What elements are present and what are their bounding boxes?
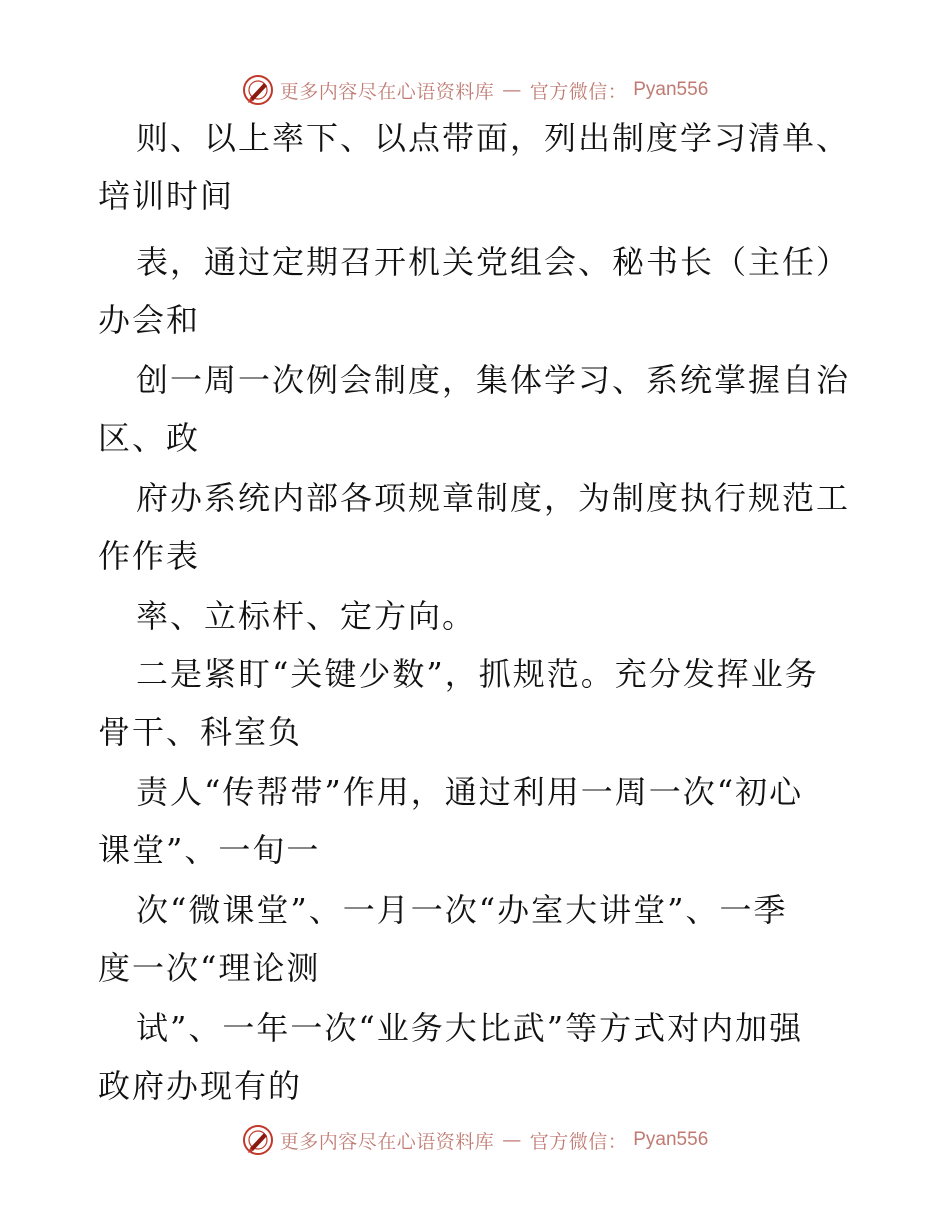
watermark-separator: —: [502, 1129, 522, 1151]
text-line: 率、立标杆、定方向。: [136, 597, 477, 635]
text-line: 区、政: [98, 419, 201, 457]
watermark-account: Pyan556: [633, 1129, 709, 1150]
watermark-account: Pyan556: [633, 79, 709, 100]
text-line: 次“微课堂”、一月一次“办室大讲堂”、一季: [136, 891, 788, 929]
text-line: 办会和: [98, 301, 201, 339]
watermark-text: 更多内容尽在心语资料库: [279, 1130, 495, 1153]
text-line: 府办系统内部各项规章制度，为制度执行规范工: [136, 479, 851, 517]
text-line: 试”、一年一次“业务大比武”等方式对内加强: [136, 1009, 804, 1047]
watermark-account-label: 官方微信：: [529, 80, 628, 103]
text-line: 表，通过定期召开机关党组会、秘书长（主任）: [136, 243, 851, 281]
text-line: 政府办现有的: [98, 1067, 303, 1105]
header-watermark: [0, 70, 950, 110]
text-line: 骨干、科室负: [98, 713, 303, 751]
text-line: 度一次“理论测: [98, 949, 321, 987]
pen-logo-icon: [242, 74, 274, 106]
watermark-text: 更多内容尽在心语资料库: [279, 80, 495, 103]
pen-logo-icon: [242, 1124, 274, 1156]
watermark-separator: —: [502, 79, 522, 101]
text-line: 二是紧盯“关键少数”，抓规范。充分发挥业务: [136, 655, 819, 693]
watermark-account-label: 官方微信：: [529, 1130, 628, 1153]
text-line: 课堂”、一旬一: [98, 831, 321, 869]
text-line: 创一周一次例会制度，集体学习、系统掌握自治: [136, 361, 851, 399]
text-line: 培训时间: [98, 177, 235, 215]
text-line: 作作表: [98, 537, 201, 575]
text-line: 责人“传帮带”作用，通过利用一周一次“初心: [136, 773, 804, 811]
footer-watermark: [0, 1120, 950, 1160]
text-line: 则、以上率下、以点带面，列出制度学习清单、: [136, 119, 851, 157]
